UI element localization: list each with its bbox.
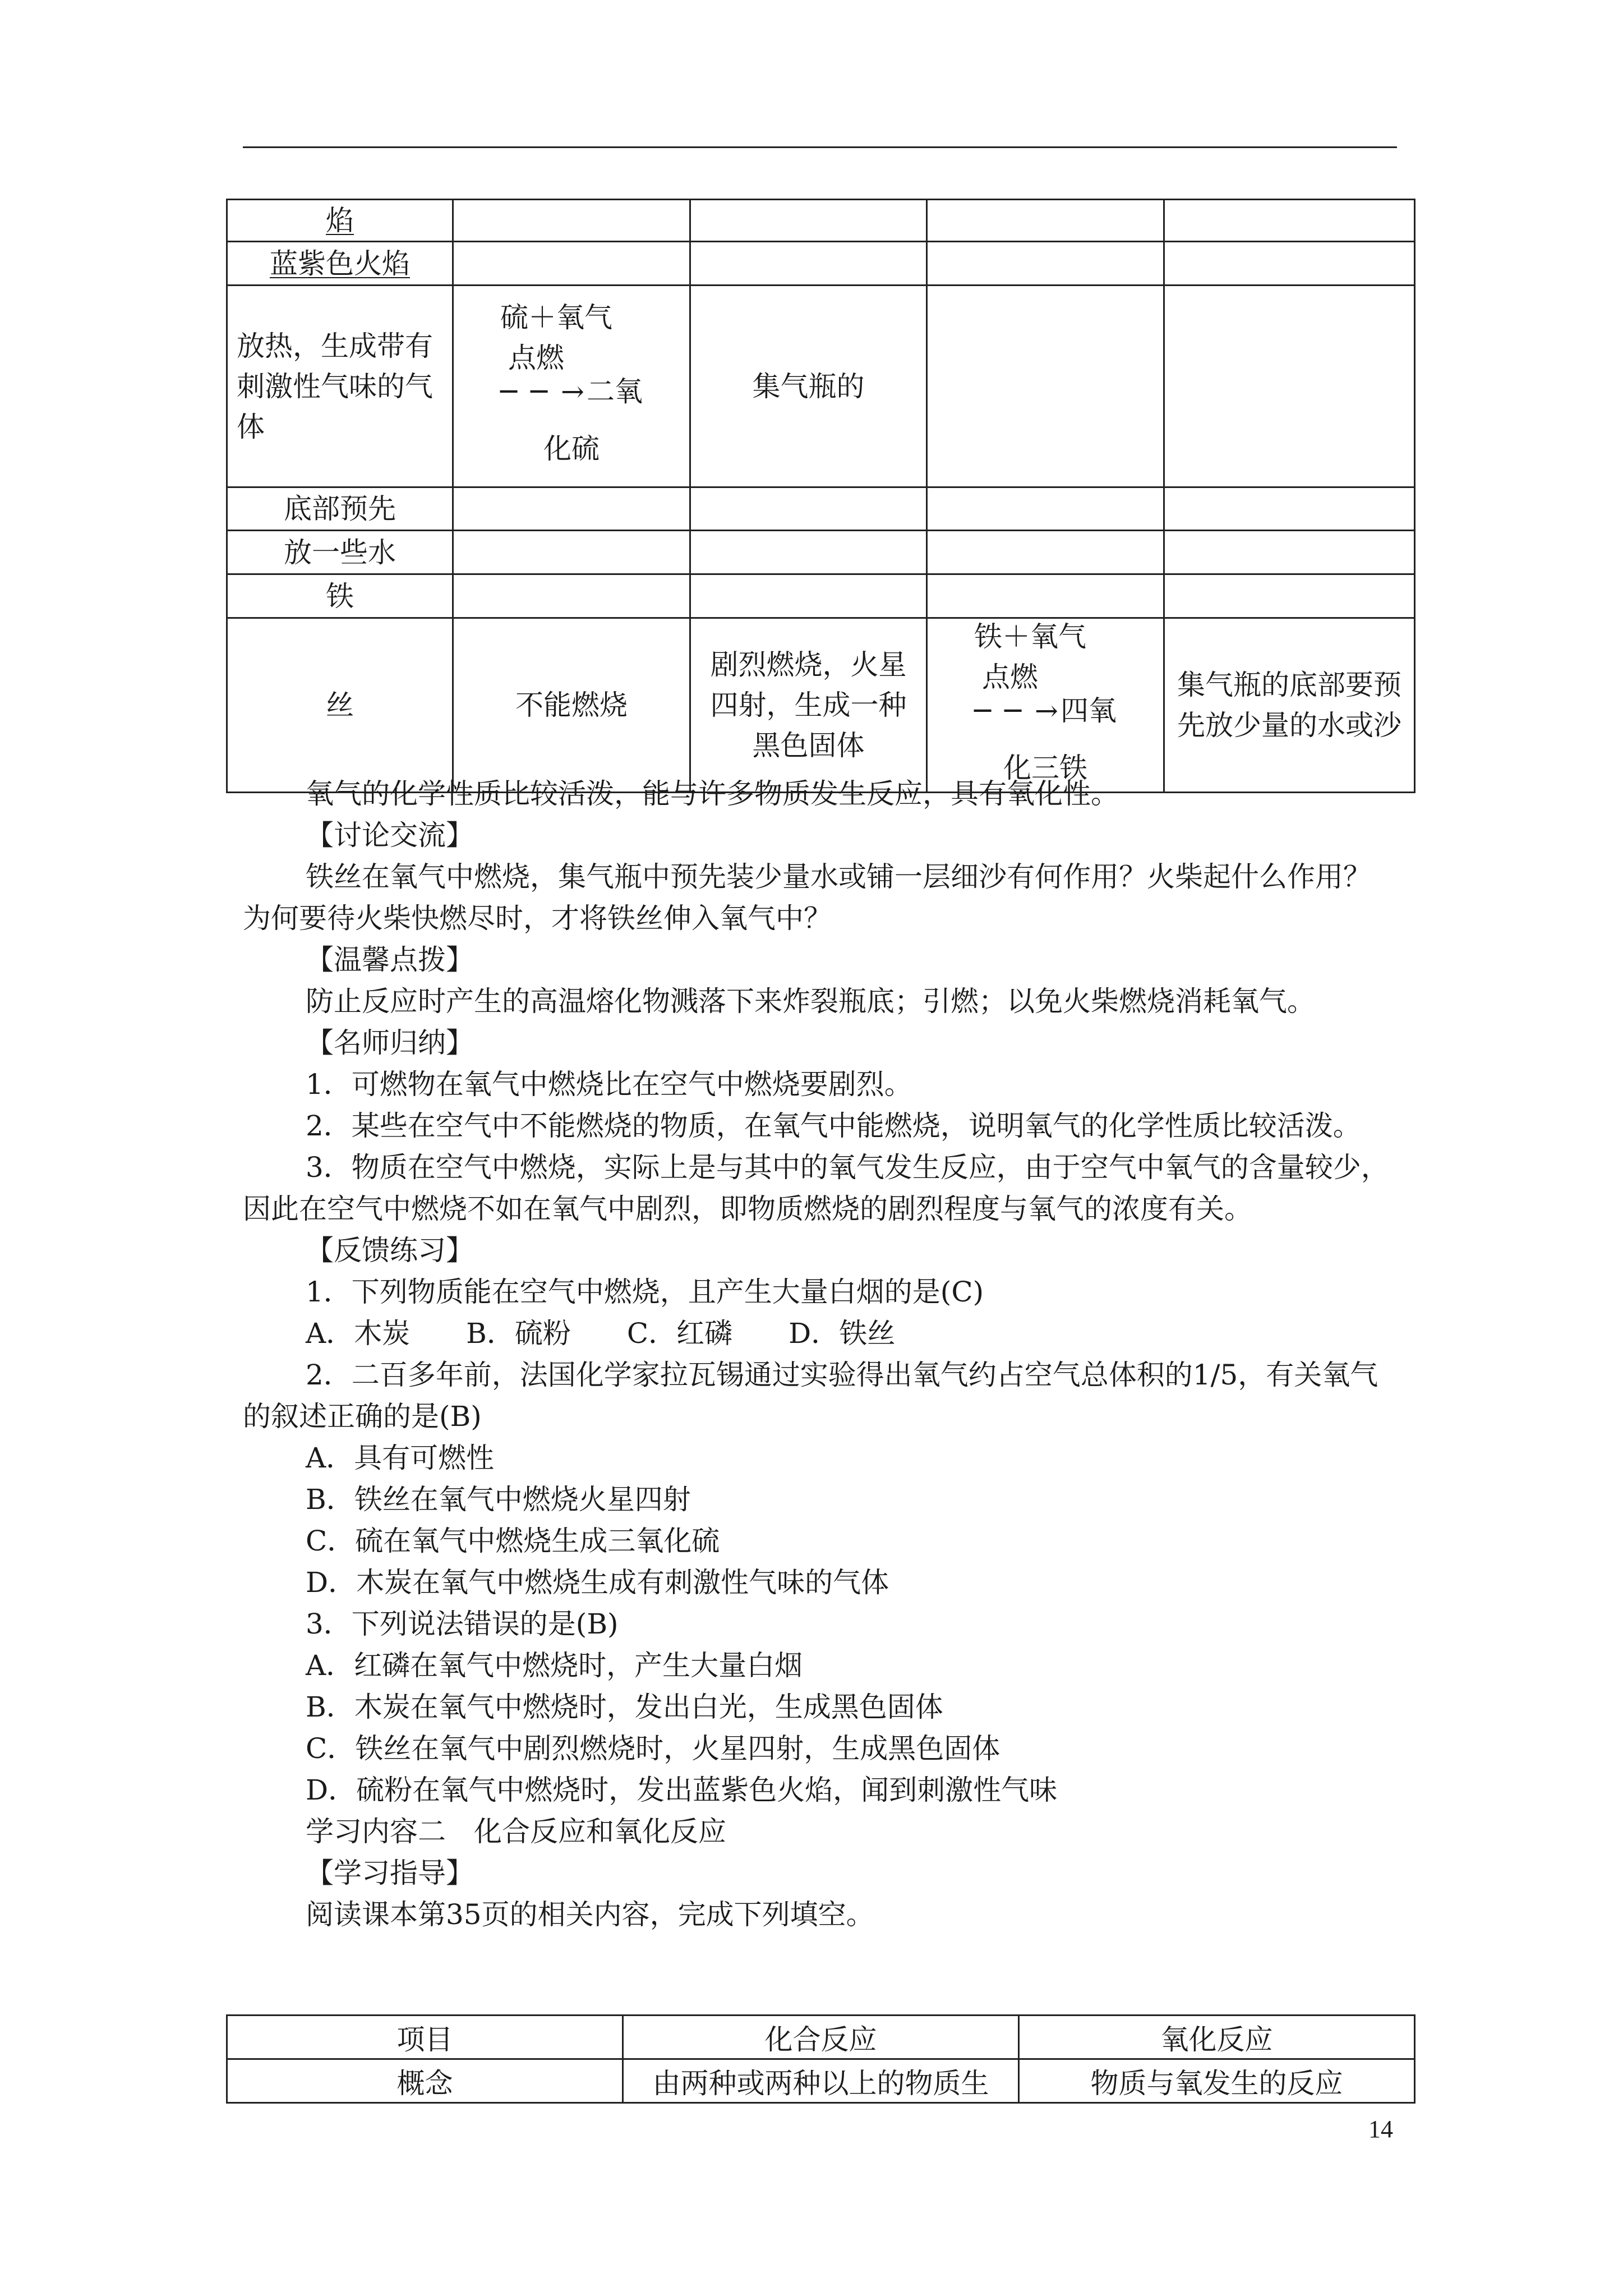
table-row [227, 200, 1415, 242]
section-heading: 【温馨点拨】 [306, 944, 474, 976]
question: 2．二百多年前，法国化学家拉瓦锡通过实验得出氧气约占空气总体积的1/5，有关氧气的叙述正确的是(B) [243, 1359, 1378, 1433]
table-cell [453, 574, 690, 618]
option-a: A．红磷在氧气中燃烧时，产生大量白烟 [306, 1649, 803, 1682]
table-cell [927, 242, 1164, 286]
reaction-types-table [226, 2014, 1415, 2104]
table-cell [227, 200, 453, 242]
table-row [227, 487, 1415, 531]
table-cell [1164, 200, 1415, 242]
reaction-arrow: ─ ─ → [974, 694, 1061, 727]
question: 3．下列说法错误的是(B) [306, 1608, 619, 1640]
option-c: C．铁丝在氧气中剧烈燃烧时，火星四射，生成黑色固体 [306, 1732, 1000, 1765]
section-title: 学习内容二 化合反应和氧化反应 [306, 1815, 726, 1848]
table-cell [453, 487, 690, 531]
equation-reactants: 硫＋氧气 [500, 301, 613, 334]
equation-product-cont: 化三铁 [1003, 751, 1087, 784]
table-cell [1164, 286, 1415, 487]
table-cell [1164, 242, 1415, 286]
table-cell [690, 487, 927, 531]
table-cell [1164, 487, 1415, 531]
option-b: B．木炭在氧气中燃烧时，发出白光，生成黑色固体 [306, 1691, 943, 1723]
paragraph: 阅读课本第35页的相关内容，完成下列填空。 [306, 1898, 874, 1931]
iron-equation [974, 620, 1117, 784]
table-cell [453, 200, 690, 242]
list-item: 1．可燃物在氧气中燃烧比在空气中燃烧要剧烈。 [306, 1068, 912, 1101]
option-b: B．铁丝在氧气中燃烧火星四射 [306, 1483, 691, 1516]
table-cell [453, 242, 690, 286]
table-header-row [227, 2016, 1415, 2059]
table-row [227, 242, 1415, 286]
table-row [227, 618, 1415, 793]
table-cell [1164, 618, 1415, 793]
paragraph: 铁丝在氧气中燃烧，集气瓶中预先装少量水或铺一层细沙有何作用？火柴起什么作用？为何要待火柴快燃尽时，才将铁丝伸入氧气中？ [243, 861, 1371, 935]
header-rule [243, 146, 1397, 148]
table-cell [690, 531, 927, 574]
cell-text: 丝 [326, 689, 354, 721]
body-text [243, 773, 1398, 1935]
table-cell [453, 286, 690, 487]
table-cell [227, 618, 453, 793]
table-cell [690, 574, 927, 618]
table-cell [453, 618, 690, 793]
paragraph: 防止反应时产生的高温熔化物溅落下来炸裂瓶底；引燃；以免火柴燃烧消耗氧气。 [306, 985, 1315, 1018]
page-number: 14 [1368, 2115, 1393, 2143]
equation-condition: 点燃 [508, 342, 565, 374]
table-cell: 概念 [227, 2059, 623, 2103]
cell-text: 集气瓶的 [752, 370, 865, 403]
cell-text: 剧烈燃烧，火星四射，生成一种黑色固体 [710, 648, 907, 762]
table-cell [690, 242, 927, 286]
cell-text: 焰 [326, 204, 354, 237]
table-cell [927, 531, 1164, 574]
section-heading: 【讨论交流】 [306, 819, 474, 852]
equation-product-cont: 化硫 [543, 432, 600, 465]
table-cell [227, 242, 453, 286]
table-cell [690, 618, 927, 793]
cell-text: 铁 [326, 579, 354, 613]
section-heading: 【反馈练习】 [306, 1234, 474, 1267]
table-row [227, 531, 1415, 574]
table-cell [227, 531, 453, 574]
combustion-table [226, 199, 1415, 793]
cell-text: 蓝紫色火焰 [270, 247, 410, 280]
question-options: A．木炭 B．硫粉 C．红磷 D．铁丝 [306, 1317, 896, 1350]
table-header: 氧化反应 [1019, 2016, 1415, 2059]
equation-condition: 点燃 [982, 660, 1039, 693]
cell-text: 集气瓶的底部要预先放少量的水或沙 [1177, 669, 1401, 742]
table-cell: 由两种或两种以上的物质生 [623, 2059, 1019, 2103]
table-cell [1164, 531, 1415, 574]
table-cell [927, 286, 1164, 487]
table-cell [227, 487, 453, 531]
list-item: 3．物质在空气中燃烧，实际上是与其中的氧气发生反应，由于空气中氧气的含量较少，因此在空气中燃烧不如在氧气中剧烈，即物质燃烧的剧烈程度与氧气的浓度有关。 [243, 1151, 1389, 1225]
cell-text: 底部预先 [284, 493, 396, 525]
cell-text: 不能燃烧 [515, 689, 628, 721]
section-heading: 【学习指导】 [306, 1857, 474, 1889]
section-heading: 【名师归纳】 [306, 1027, 474, 1059]
table-row [227, 574, 1415, 618]
question: 1．下列物质能在空气中燃烧，且产生大量白烟的是(C) [306, 1276, 984, 1308]
equation-reactants: 铁＋氧气 [974, 620, 1087, 653]
table-cell [690, 200, 927, 242]
equation-product: 二氧 [586, 375, 643, 408]
table-cell [227, 574, 453, 618]
table-cell [927, 200, 1164, 242]
equation-product: 四氧 [1060, 694, 1117, 727]
table-cell [1164, 574, 1415, 618]
reaction-arrow: ─ ─ → [500, 375, 587, 408]
option-d: D．硫粉在氧气中燃烧时，发出蓝紫色火焰，闻到刺激性气味 [306, 1774, 1058, 1806]
table-cell [453, 531, 690, 574]
table-cell: 物质与氧发生的反应 [1019, 2059, 1415, 2103]
table-cell [690, 286, 927, 487]
table-cell [227, 286, 453, 487]
table-header: 项目 [227, 2016, 623, 2059]
option-d: D．木炭在氧气中燃烧生成有刺激性气味的气体 [306, 1566, 889, 1599]
cell-text: 放一些水 [284, 536, 396, 569]
paragraph: 氧气的化学性质比较活泼，能与许多物质发生反应，具有氧化性。 [306, 777, 1119, 810]
list-item: 2．某些在空气中不能燃烧的物质，在氧气中能燃烧，说明氧气的化学性质比较活泼。 [306, 1110, 1361, 1142]
option-c: C．硫在氧气中燃烧生成三氧化硫 [306, 1525, 720, 1557]
table-cell [927, 574, 1164, 618]
option-a: A．具有可燃性 [306, 1442, 495, 1474]
table-cell [927, 618, 1164, 793]
cell-text: 放热，生成带有刺激性气味的气体 [237, 329, 433, 443]
table-row [227, 2059, 1415, 2103]
sulfur-equation [500, 303, 643, 463]
table-row [227, 286, 1415, 487]
table-header: 化合反应 [623, 2016, 1019, 2059]
table-cell [927, 487, 1164, 531]
